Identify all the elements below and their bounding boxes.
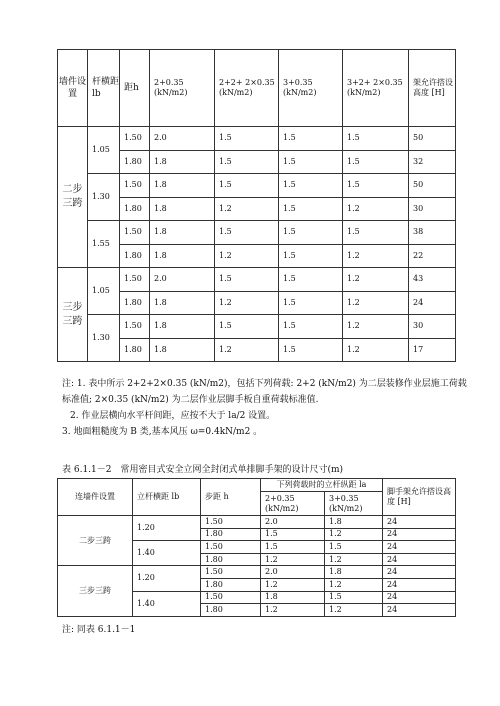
h-cell: 1.80 bbox=[120, 291, 150, 315]
table-2-caption: 表 6.1.1－2 常用密目式安全立网全封闭式单排脚手架的设计尺寸(m) bbox=[62, 465, 344, 475]
value-cell: 1.2 bbox=[343, 197, 409, 221]
value-cell: 1.5 bbox=[215, 127, 279, 151]
value-cell: 24 bbox=[383, 541, 456, 554]
value-cell: 2.0 bbox=[261, 566, 325, 579]
header-height: 脚手架允许搭设高度 [H] bbox=[383, 479, 456, 516]
wall-setting-cell: 三步三跨 bbox=[58, 268, 88, 362]
value-cell: 1.5 bbox=[261, 528, 325, 541]
value-cell: 1.5 bbox=[279, 315, 343, 339]
h-cell: 1.80 bbox=[201, 553, 261, 566]
value-cell: 1.2 bbox=[325, 553, 383, 566]
h-cell: 1.50 bbox=[201, 591, 261, 604]
value-cell: 1.8 bbox=[150, 150, 215, 174]
wall-setting-cell: 三步三跨 bbox=[58, 566, 133, 616]
value-cell: 1.5 bbox=[215, 315, 279, 339]
table-row bbox=[58, 221, 456, 245]
value-cell: 1.2 bbox=[343, 268, 409, 292]
lb-cell: 1.40 bbox=[133, 541, 201, 566]
lb-cell: 1.05 bbox=[88, 127, 120, 174]
value-cell: 1.8 bbox=[150, 221, 215, 245]
value-cell: 1.2 bbox=[343, 244, 409, 268]
note-2: 注: 同表 6.1.1－1 bbox=[62, 625, 136, 635]
value-cell: 32 bbox=[409, 150, 456, 174]
header-h: 距h bbox=[120, 50, 150, 127]
value-cell: 1.5 bbox=[215, 150, 279, 174]
note-line: 3. 地面粗糙度为 B 类,基本风压 ω=0.4kN/m2 。 bbox=[62, 427, 263, 437]
value-cell: 1.2 bbox=[343, 338, 409, 362]
value-cell: 1.5 bbox=[279, 127, 343, 151]
note-line: 注: 1. 表中所示 2+2+2×0.35 (kN/m2)，包括下列荷载: 2+2 (kN/m2) 为二层装修作业层施工荷载 bbox=[62, 379, 467, 389]
value-cell: 1.5 bbox=[279, 291, 343, 315]
value-cell: 50 bbox=[409, 174, 456, 198]
h-cell: 1.50 bbox=[120, 315, 150, 339]
h-cell: 1.50 bbox=[120, 221, 150, 245]
lb-cell: 1.20 bbox=[133, 516, 201, 541]
header-load-4: 3+2+ 2×0.35 (kN/m2) bbox=[343, 50, 409, 127]
value-cell: 17 bbox=[409, 338, 456, 362]
h-cell: 1.80 bbox=[201, 528, 261, 541]
value-cell: 2.0 bbox=[261, 516, 325, 529]
value-cell: 1.5 bbox=[343, 150, 409, 174]
lb-cell: 1.05 bbox=[88, 268, 120, 315]
h-cell: 1.50 bbox=[201, 516, 261, 529]
header-load-2: 2+2+ 2×0.35 (kN/m2) bbox=[215, 50, 279, 127]
table-row bbox=[58, 127, 456, 151]
header-la-span: 下列荷载时的立杆纵距 la bbox=[261, 479, 383, 492]
value-cell: 1.5 bbox=[279, 244, 343, 268]
value-cell: 2.0 bbox=[150, 268, 215, 292]
h-cell: 1.50 bbox=[120, 268, 150, 292]
scaffold-table-2 bbox=[57, 478, 456, 617]
value-cell: 24 bbox=[409, 291, 456, 315]
value-cell: 1.5 bbox=[343, 174, 409, 198]
h-cell: 1.50 bbox=[201, 566, 261, 579]
value-cell: 2.0 bbox=[150, 127, 215, 151]
header-wall-setting: 连墙件设置 bbox=[58, 479, 133, 516]
header-height: 架允许搭设高度 [H] bbox=[409, 50, 456, 127]
value-cell: 1.8 bbox=[150, 338, 215, 362]
note-line: 标准值; 2×0.35 (kN/m2) 为二层作业层脚手板自重荷载标准值. bbox=[62, 395, 319, 405]
value-cell: 24 bbox=[383, 553, 456, 566]
value-cell: 24 bbox=[383, 516, 456, 529]
table-header-row bbox=[58, 479, 456, 492]
value-cell: 1.2 bbox=[215, 244, 279, 268]
table-row bbox=[58, 516, 456, 529]
value-cell: 1.2 bbox=[261, 553, 325, 566]
value-cell: 50 bbox=[409, 127, 456, 151]
value-cell: 1.5 bbox=[261, 541, 325, 554]
header-load-2: 3+0.35 (kN/m2) bbox=[325, 492, 383, 516]
h-cell: 1.50 bbox=[201, 541, 261, 554]
value-cell: 1.5 bbox=[343, 127, 409, 151]
h-cell: 1.80 bbox=[120, 338, 150, 362]
header-load-1: 2+0.35 (kN/m2) bbox=[150, 50, 215, 127]
table-row bbox=[58, 315, 456, 339]
value-cell: 24 bbox=[383, 604, 456, 617]
value-cell: 1.2 bbox=[325, 578, 383, 591]
lb-cell: 1.55 bbox=[88, 221, 120, 268]
lb-cell: 1.30 bbox=[88, 315, 120, 362]
value-cell: 1.5 bbox=[279, 221, 343, 245]
value-cell: 1.8 bbox=[150, 197, 215, 221]
value-cell: 24 bbox=[383, 528, 456, 541]
table-row bbox=[58, 566, 456, 579]
header-wall-setting: 墙件设置 bbox=[58, 50, 88, 127]
value-cell: 1.2 bbox=[325, 528, 383, 541]
wall-setting-cell: 二步三跨 bbox=[58, 127, 88, 268]
value-cell: 30 bbox=[409, 197, 456, 221]
value-cell: 1.5 bbox=[325, 541, 383, 554]
value-cell: 24 bbox=[383, 591, 456, 604]
header-lb: 杆横距lb bbox=[88, 50, 120, 127]
value-cell: 1.5 bbox=[279, 150, 343, 174]
note-line: 2. 作业层横向水平杆间距，应按不大于 la/2 设置。 bbox=[70, 411, 276, 421]
value-cell: 1.5 bbox=[343, 221, 409, 245]
lb-cell: 1.20 bbox=[133, 566, 201, 591]
value-cell: 1.2 bbox=[215, 291, 279, 315]
h-cell: 1.80 bbox=[201, 604, 261, 617]
h-cell: 1.50 bbox=[120, 174, 150, 198]
h-cell: 1.50 bbox=[120, 127, 150, 151]
value-cell: 1.8 bbox=[325, 516, 383, 529]
header-load-1: 2+0.35 (kN/m2) bbox=[261, 492, 325, 516]
lb-cell: 1.40 bbox=[133, 591, 201, 616]
value-cell: 30 bbox=[409, 315, 456, 339]
value-cell: 1.5 bbox=[279, 268, 343, 292]
scaffold-table-1 bbox=[57, 49, 456, 362]
value-cell: 1.2 bbox=[325, 604, 383, 617]
value-cell: 1.8 bbox=[261, 591, 325, 604]
value-cell: 1.8 bbox=[150, 291, 215, 315]
value-cell: 1.5 bbox=[215, 221, 279, 245]
h-cell: 1.80 bbox=[120, 150, 150, 174]
header-load-3: 3+0.35 (kN/m2) bbox=[279, 50, 343, 127]
h-cell: 1.80 bbox=[120, 197, 150, 221]
value-cell: 38 bbox=[409, 221, 456, 245]
value-cell: 1.5 bbox=[279, 338, 343, 362]
value-cell: 1.2 bbox=[343, 291, 409, 315]
table-row bbox=[58, 268, 456, 292]
value-cell: 1.2 bbox=[215, 338, 279, 362]
value-cell: 1.2 bbox=[215, 197, 279, 221]
value-cell: 1.5 bbox=[325, 591, 383, 604]
h-cell: 1.80 bbox=[120, 244, 150, 268]
wall-setting-cell: 二步三跨 bbox=[58, 516, 133, 566]
value-cell: 43 bbox=[409, 268, 456, 292]
h-cell: 1.80 bbox=[201, 578, 261, 591]
value-cell: 1.2 bbox=[261, 578, 325, 591]
value-cell: 24 bbox=[383, 566, 456, 579]
value-cell: 1.8 bbox=[325, 566, 383, 579]
lb-cell: 1.30 bbox=[88, 174, 120, 221]
value-cell: 1.8 bbox=[150, 174, 215, 198]
header-h: 步距 h bbox=[201, 479, 261, 516]
header-lb: 立杆横距 lb bbox=[133, 479, 201, 516]
value-cell: 1.5 bbox=[279, 197, 343, 221]
table-header-row bbox=[58, 50, 456, 127]
value-cell: 1.8 bbox=[150, 315, 215, 339]
value-cell: 1.5 bbox=[279, 174, 343, 198]
value-cell: 1.2 bbox=[343, 315, 409, 339]
value-cell: 1.2 bbox=[261, 604, 325, 617]
value-cell: 1.5 bbox=[215, 268, 279, 292]
table-row bbox=[58, 174, 456, 198]
value-cell: 24 bbox=[383, 578, 456, 591]
value-cell: 22 bbox=[409, 244, 456, 268]
value-cell: 1.8 bbox=[150, 244, 215, 268]
value-cell: 1.5 bbox=[215, 174, 279, 198]
